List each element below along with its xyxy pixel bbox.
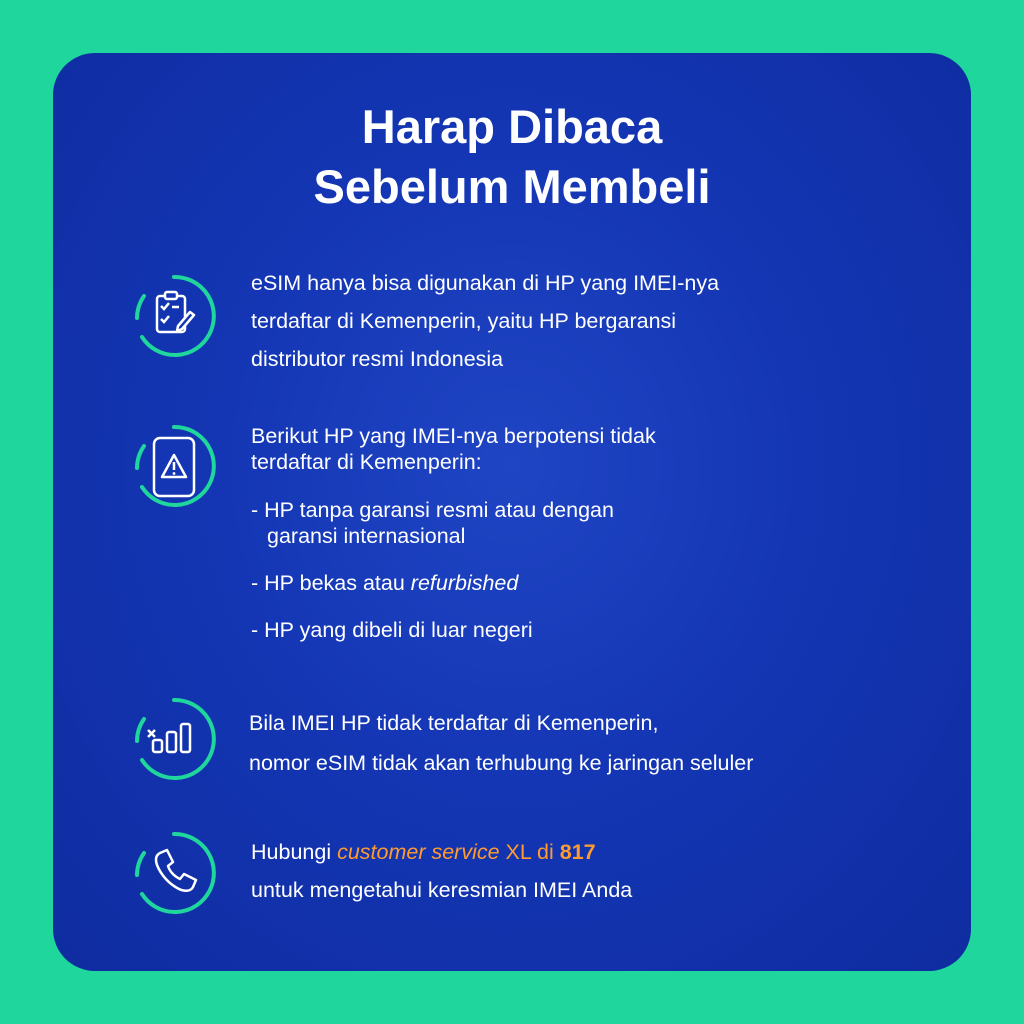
bullet-3 bbox=[251, 617, 533, 643]
item-4-line-2: untuk mengetahui keresmian IMEI Anda bbox=[251, 878, 633, 902]
item-4-text bbox=[251, 833, 632, 909]
phone-number-817: 817 bbox=[559, 840, 596, 864]
no-signal-icon bbox=[132, 697, 216, 781]
bullet-2-dash: - bbox=[251, 571, 259, 595]
title-line-1: Harap Dibaca bbox=[361, 100, 663, 153]
bullet-2-text: HP bekas atau bbox=[264, 571, 411, 595]
phone-warning-icon bbox=[132, 424, 216, 508]
title-line-2: Sebelum Membeli bbox=[313, 160, 711, 213]
item-4-prefix: Hubungi bbox=[251, 840, 338, 864]
item-1-line-3: distributor resmi Indonesia bbox=[251, 347, 504, 371]
clipboard-checklist-icon bbox=[132, 274, 216, 358]
item-3-text bbox=[249, 703, 753, 783]
bullet-1 bbox=[251, 497, 614, 549]
info-card bbox=[53, 53, 971, 971]
bullet-2 bbox=[251, 570, 518, 596]
item-4-line-1 bbox=[251, 833, 632, 871]
bullet-1-dash: - bbox=[251, 498, 259, 522]
item-2-intro bbox=[251, 423, 656, 475]
item-2-intro-line-2: terdaftar di Kemenperin: bbox=[251, 450, 482, 474]
customer-service-highlight: customer service bbox=[337, 840, 500, 864]
bullet-3-text: HP yang dibeli di luar negeri bbox=[264, 618, 533, 642]
item-2-intro-line-1: Berikut HP yang IMEI-nya berpotensi tidak bbox=[251, 424, 656, 448]
item-1-line-1: eSIM hanya bisa digunakan di HP yang IMEI-nya bbox=[251, 271, 720, 295]
item-1-line-2: terdaftar di Kemenperin, yaitu HP bergaransi bbox=[251, 309, 677, 333]
item-3-line-1: Bila IMEI HP tidak terdaftar di Kemenperin, bbox=[249, 711, 659, 735]
bullet-3-dash: - bbox=[251, 618, 259, 642]
phone-call-icon bbox=[132, 831, 216, 915]
bullet-1-line-2: garansi internasional bbox=[267, 524, 466, 548]
bullet-2-emphasis: refurbished bbox=[410, 571, 519, 595]
item-3-line-2: nomor eSIM tidak akan terhubung ke jaringan seluler bbox=[249, 751, 754, 775]
item-1-text bbox=[251, 264, 719, 378]
xl-highlight: XL di bbox=[499, 840, 560, 864]
bullet-1-line-1: HP tanpa garansi resmi atau dengan bbox=[264, 498, 614, 522]
